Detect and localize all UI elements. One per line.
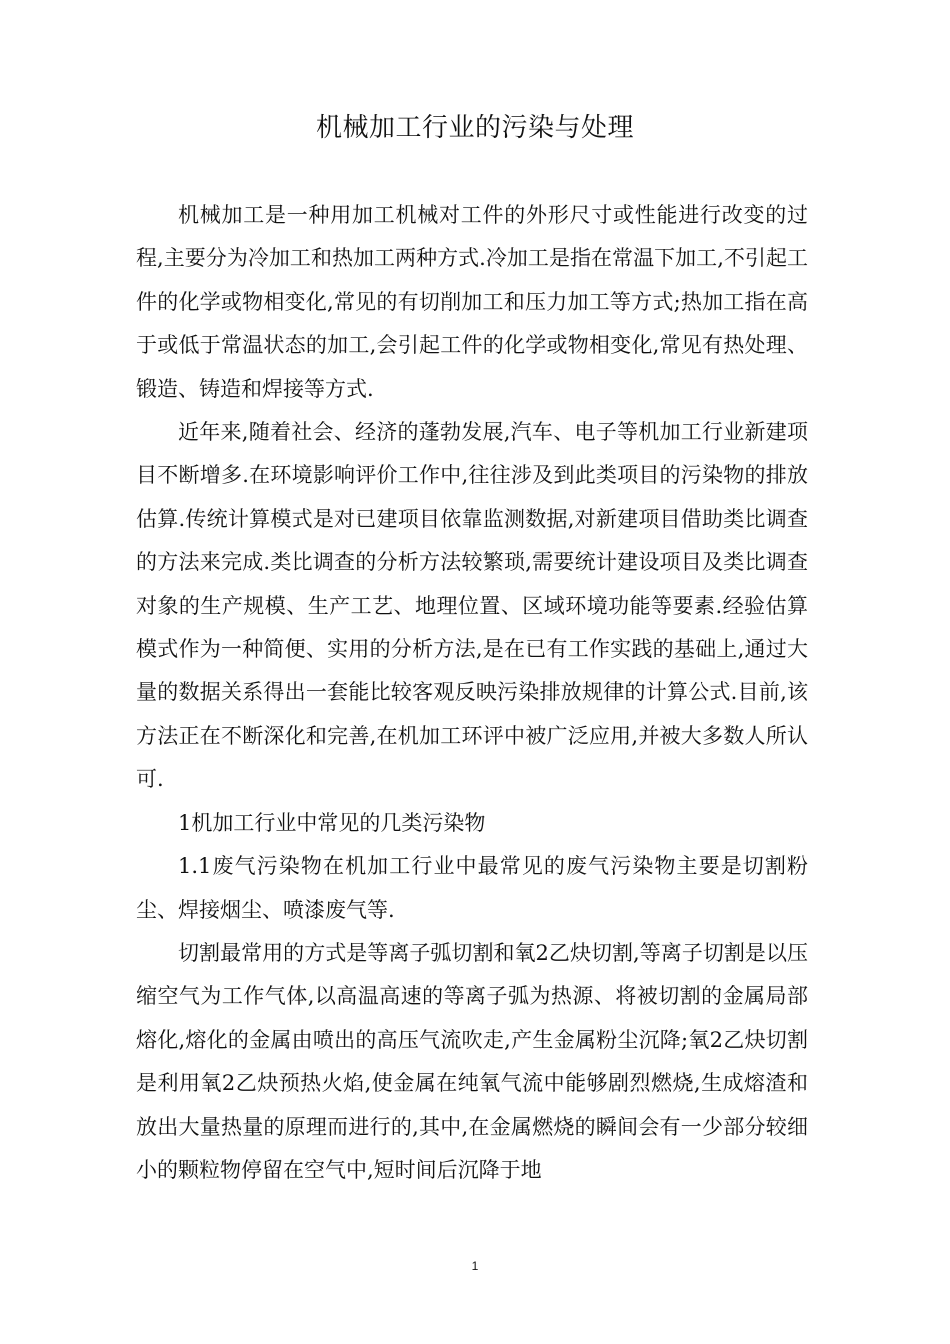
document-title: 机械加工行业的污染与处理: [315, 113, 634, 143]
paragraph-cutting: 切割最常用的方式是等离子弧切割和氧2乙炔切割,等离子切割是以压缩空气为工作气体,以高温高速的等离子弧为热源、将被切割的金属局部熔化,熔化的金属由喷出的高压气流吹走,产生金属粉尘沉降;氧2乙炔切割是利用氧2乙炔预热火焰,使金属在纯氧气流中能够剧烈燃烧,生成熔渣和放出大量热量的原理而进行的,其中,在金属燃烧的瞬间会有一少部分较细小的颗粒物停留在空气中,短时间后沉降于地: [136, 940, 808, 1182]
section-heading-1: 1机加工行业中常见的几类污染物: [178, 810, 486, 835]
document-body: [136, 194, 808, 1192]
paragraph-intro: 机械加工是一种用加工机械对工件的外形尺寸或性能进行改变的过程,主要分为冷加工和热加工两种方式.冷加工是指在常温下加工,不引起工件的化学或物相变化,常见的有切削加工和压力加工等方式;热加工指在高于或低于常温状态的加工,会引起工件的化学或物相变化,常见有热处理、锻造、铸造和焊接等方式.: [136, 203, 808, 401]
paragraph-background: 近年来,随着社会、经济的蓬勃发展,汽车、电子等机加工行业新建项目不断增多.在环境影响评价工作中,往往涉及到此类项目的污染物的排放估算.传统计算模式是对已建项目依靠监测数据,对新建项目借助类比调查的方法来完成.类比调查的分析方法较繁琐,需要统计建设项目及类比调查对象的生产规模、生产工艺、地理位置、区域环境功能等要素.经验估算模式作为一种简便、实用的分析方法,是在已有工作实践的基础上,通过大量的数据关系得出一套能比较客观反映污染排放规律的计算公式.目前,该方法正在不断深化和完善,在机加工环评中被广泛应用,并被大多数人所认可.: [136, 420, 808, 792]
page-number: 1: [471, 1259, 479, 1273]
section-heading-1-1: 1.1废气污染物在机加工行业中最常见的废气污染物主要是切割粉尘、焊接烟尘、喷漆废气等.: [136, 854, 808, 922]
